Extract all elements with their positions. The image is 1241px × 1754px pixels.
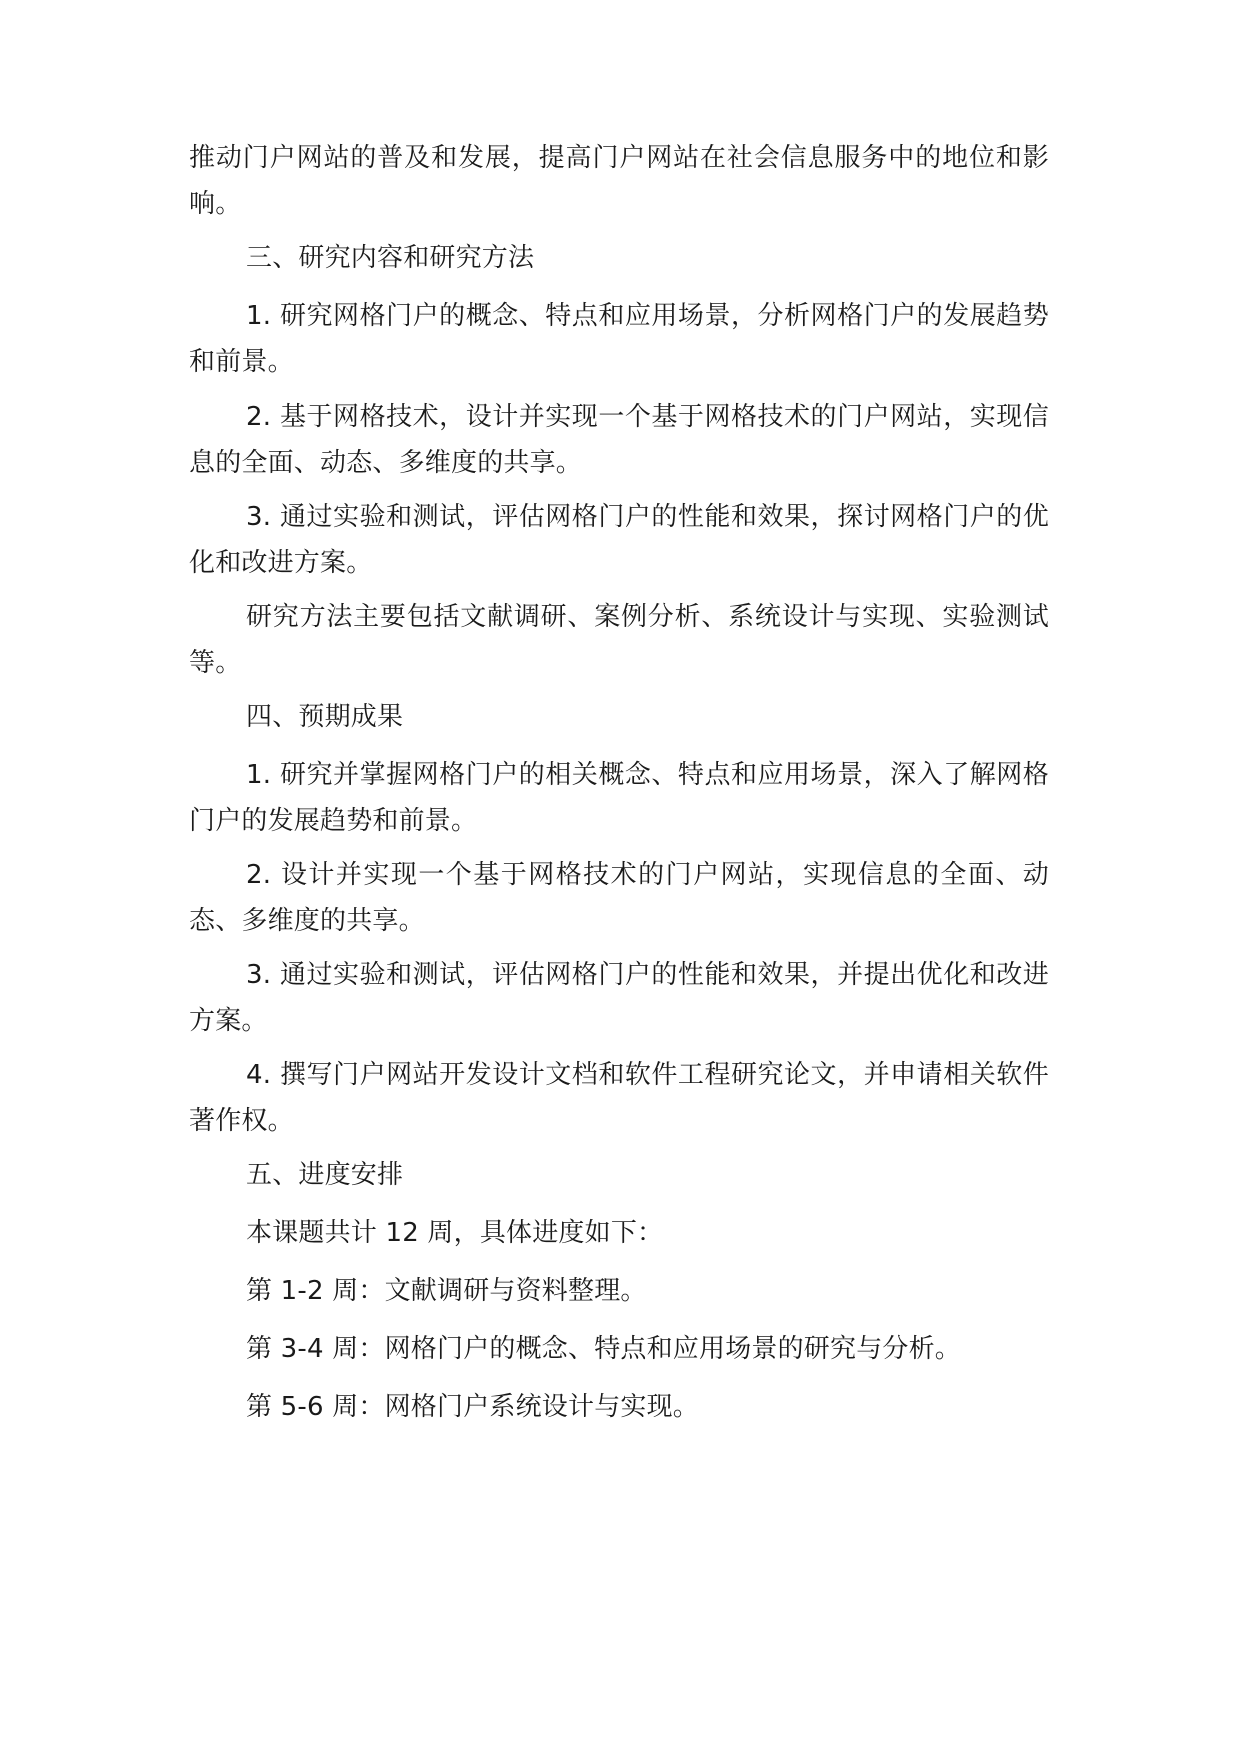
content-item-3: 3. 通过实验和测试，评估网格门户的性能和效果，探讨网格门户的优化和改进方案。	[189, 502, 1049, 578]
outcome-item-3: 3. 通过实验和测试，评估网格门户的性能和效果，并提出优化和改进方案。	[189, 960, 1049, 1036]
schedule-item: 第 1-2 周：文献调研与资料整理。	[246, 1276, 647, 1306]
outcome-item-1: 1. 研究并掌握网格门户的相关概念、特点和应用场景，深入了解网格门户的发展趋势和前景。	[189, 760, 1049, 836]
content-item-2: 2. 基于网格技术，设计并实现一个基于网格技术的门户网站，实现信息的全面、动态、多维度的共享。	[189, 402, 1049, 478]
schedule-item: 第 3-4 周：网格门户的概念、特点和应用场景的研究与分析。	[246, 1334, 961, 1364]
outcome-item-2: 2. 设计并实现一个基于网格技术的门户网站，实现信息的全面、动态、多维度的共享。	[189, 860, 1049, 936]
content-item-1: 1. 研究网格门户的概念、特点和应用场景，分析网格门户的发展趋势和前景。	[189, 301, 1049, 377]
section-heading-4: 四、预期成果	[246, 702, 404, 732]
schedule-intro: 本课题共计 12 周，具体进度如下：	[246, 1218, 664, 1248]
paragraph-continuation: 推动门户网站的普及和发展，提高门户网站在社会信息服务中的地位和影响。	[189, 143, 1049, 219]
schedule-item: 第 5-6 周：网格门户系统设计与实现。	[246, 1392, 699, 1422]
section-heading-3: 三、研究内容和研究方法	[246, 243, 535, 273]
research-methods: 研究方法主要包括文献调研、案例分析、系统设计与实现、实验测试等。	[189, 602, 1049, 678]
section-heading-5: 五、进度安排	[246, 1160, 404, 1190]
outcome-item-4: 4. 撰写门户网站开发设计文档和软件工程研究论文，并申请相关软件著作权。	[189, 1060, 1049, 1136]
